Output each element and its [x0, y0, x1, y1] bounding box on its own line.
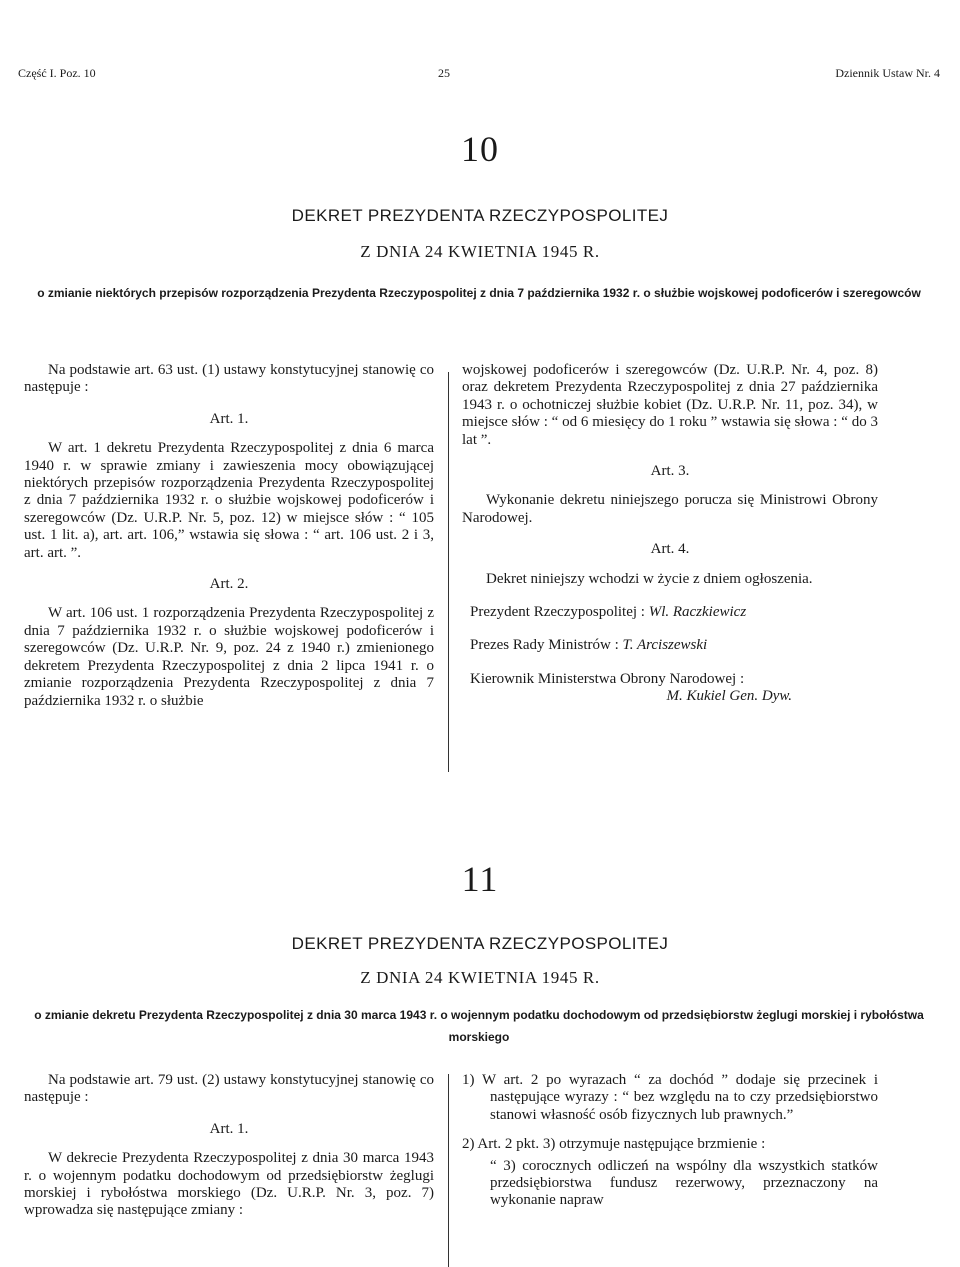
act-11-intro: Na podstawie art. 79 ust. (2) ustawy konstytucyjnej stanowię co następuje :	[24, 1072, 434, 1106]
signature-prime-minister-role: Prezes Rady Ministrów :	[470, 637, 619, 654]
signature-prime-minister-name: T. Arciszewski	[622, 637, 708, 654]
act-10-art-1-heading: Art. 1.	[209, 410, 249, 427]
signature-prime-minister	[462, 637, 878, 654]
act-10-art-1-text: W art. 1 dekretu Prezydenta Rzeczypospolitej z dnia 6 marca 1940 r. w sprawie zmiany i zawieszenia mocy obowiązującej niektórych przepisów rozporządzenia Prezydenta Rzeczypospolitej z dnia 7 października 1932 r. o służbie wojskowej podoficerów i szeregowców (Dz. U.R.P. Nr. 5, poz. 12) w miejsce słów : “ 105 ust. 1 lit. a), art. art. 106,” wstawia się słowa : “ art. 106 ust. 2 i 3, art. art. ”.	[24, 440, 434, 561]
act-10-subject: o zmianie niektórych przepisów rozporządzenia Prezydenta Rzeczypospolitej z dnia 7 października 1932 r. o służbie wojskowej podoficerów i szeregowców	[37, 286, 921, 300]
act-10-art-4-heading: Art. 4.	[650, 541, 690, 558]
signature-president-role: Prezydent Rzeczypospolitej :	[470, 604, 645, 621]
column-divider	[448, 372, 449, 772]
header-part-position: Część I. Poz. 10	[18, 66, 96, 80]
signature-president-name: Wl. Raczkiewicz	[648, 604, 747, 621]
header-page-number: 25	[438, 66, 450, 80]
signature-president	[462, 604, 878, 621]
act-10-right-column	[462, 362, 878, 706]
act-10-art-4-text: Dekret niniejszy wchodzi w życie z dniem ogłoszenia.	[486, 570, 813, 587]
act-11-art-1-heading: Art. 1.	[209, 1120, 249, 1137]
act-10-art-2-heading: Art. 2.	[209, 576, 249, 593]
act-11-number: 11	[461, 859, 499, 899]
act-11-amendment-1: 1) W art. 2 po wyrazach “ za dochód ” dodaje się przecinek i następujące wyrazy : “ bez względu na to czy przedsiębiorstwo stanowi własność osób fizycznych lub prawnych.”	[462, 1072, 878, 1123]
signature-defence-minister	[462, 688, 878, 705]
act-11-art-1-text: W dekrecie Prezydenta Rzeczypospolitej z dnia 30 marca 1943 r. o wojennym podatku dochodowym od przedsiębiorstw żeglugi morskiej i rybołóstwa morskiego (Dz. U.R.P. Nr. 3, poz. 7) wprowadza się następujące zmiany :	[24, 1150, 434, 1219]
act-10-left-column	[24, 362, 434, 710]
act-10-art-2-continuation: wojskowej podoficerów i szeregowców (Dz. U.R.P. Nr. 4, poz. 8) oraz dekretem Prezydenta Rzeczypospolitej z dnia 27 października 1943 r. o ochotniczej służbie kobiet (Dz. U.R.P. Nr. 11, poz. 34), w miejsce słów : “ od 6 miesięcy do 1 roku ” wstawia się słowa : “ do 3 lat ”.	[462, 362, 878, 448]
header-journal-title: Dziennik Ustaw Nr. 4	[835, 66, 940, 80]
act-10-art-3-heading: Art. 3.	[650, 463, 690, 480]
act-11-title: DEKRET PREZYDENTA RZECZYPOSPOLITEJ	[291, 934, 669, 953]
act-11-right-column	[462, 1060, 878, 1210]
act-10-number: 10	[461, 129, 499, 169]
act-11-amendment-2: 2) Art. 2 pkt. 3) otrzymuje następujące brzmienie :	[462, 1136, 766, 1153]
running-header	[18, 66, 940, 86]
column-divider-2	[448, 1074, 449, 1267]
act-10-date: Z DNIA 24 KWIETNIA 1945 R.	[360, 242, 600, 261]
act-10-intro: Na podstawie art. 63 ust. (1) ustawy konstytucyjnej stanowię co następuje :	[24, 362, 434, 396]
act-11-date: Z DNIA 24 KWIETNIA 1945 R.	[360, 968, 600, 987]
signature-defence-minister-name: M. Kukiel Gen. Dyw.	[666, 688, 792, 705]
act-11-subject: o zmianie dekretu Prezydenta Rzeczypospolitej z dnia 30 marca 1943 r. o wojennym podatku dochodowym od przedsiębiorstw żeglugi morskiej i rybołóstwa morskiego	[34, 1008, 924, 1044]
act-10-art-2-text: W art. 106 ust. 1 rozporządzenia Prezydenta Rzeczypospolitej z dnia 7 października 1932 r. o służbie wojskowej podoficerów i szeregowców (Dz. U.R.P. Nr. 9, poz. 24 z 1940 r.) zmienionego dekretem Prezydenta Rzeczypospolitej z dnia 2 lipca 1941 r. o zmianie rozporządzenia Prezydenta Rzeczypospolitej z dnia 7 października 1932 r. o służbie	[24, 605, 434, 709]
act-11-left-column	[24, 1072, 434, 1220]
act-10-title: DEKRET PREZYDENTA RZECZYPOSPOLITEJ	[291, 206, 669, 225]
signature-defence-minister-role: Kierownik Ministerstwa Obrony Narodowej :	[470, 670, 745, 687]
act-11-amendment-2-quote: “ 3) corocznych odliczeń na wspólny dla wszystkich statków przedsiębiorstwa fundusz rezerwowy, przeznaczony na wykonanie napraw	[490, 1157, 878, 1209]
act-10-art-3-text: Wykonanie dekretu niniejszego porucza się Ministrowi Obrony Narodowej.	[462, 492, 878, 526]
